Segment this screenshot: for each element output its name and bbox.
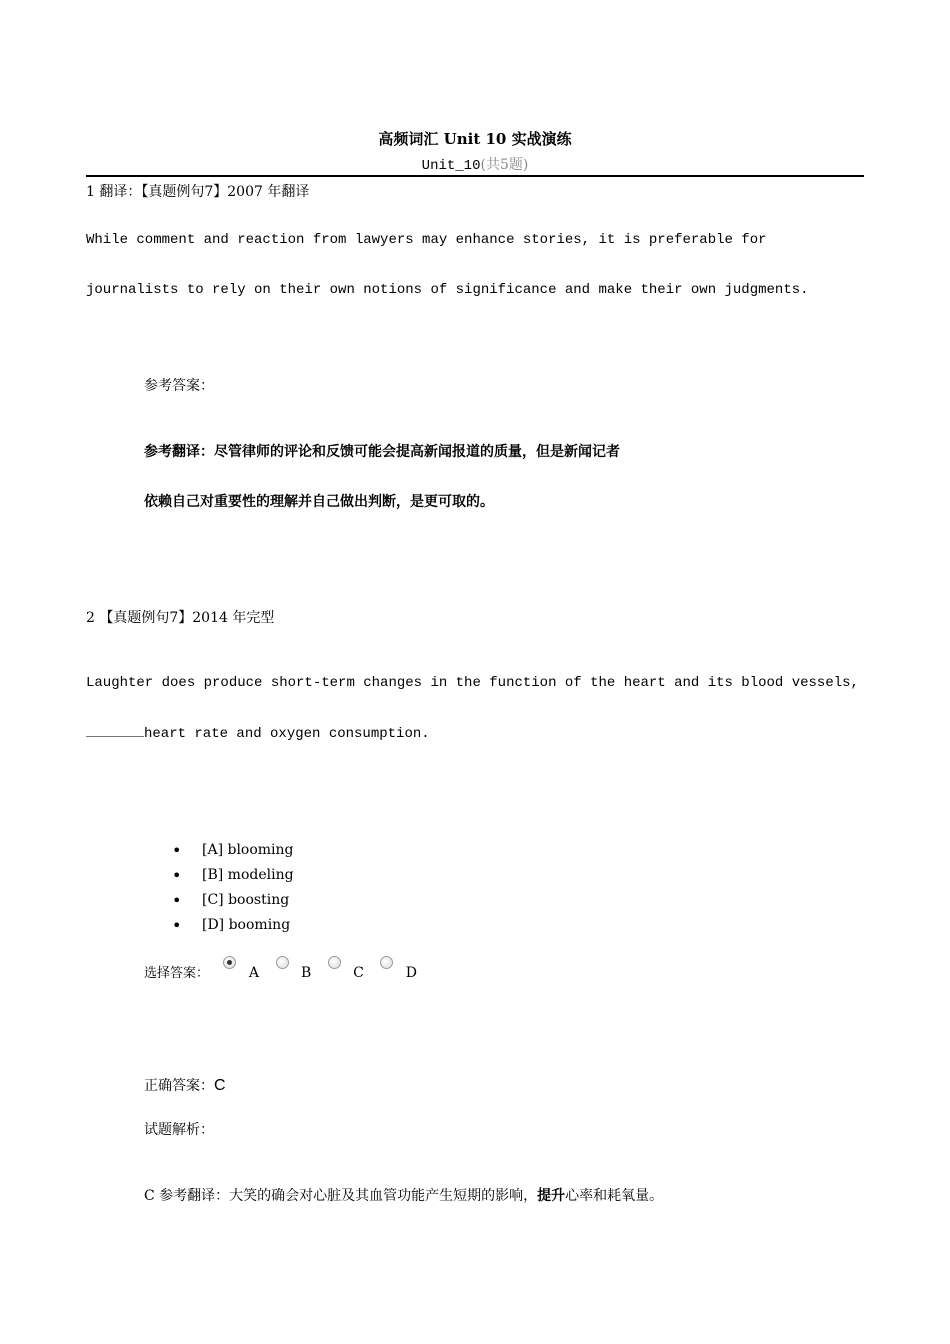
radio-c[interactable] — [328, 956, 341, 969]
question-1-text-line-1: While comment and reaction from lawyers may enhance stories, it is preferable for — [86, 232, 767, 248]
choose-answer-label: 选择答案： — [144, 966, 210, 981]
question-1-heading: 1 翻译：【真题例句7】2007 年翻译 — [86, 184, 310, 200]
question-2-text-line-2-rest: heart rate and oxygen consumption. — [144, 726, 430, 742]
radio-d[interactable] — [380, 956, 393, 969]
radio-b-label: B — [300, 965, 312, 981]
radio-a[interactable] — [223, 956, 236, 969]
question-2-heading: 2 【真题例句7】2014 年完型 — [86, 610, 275, 626]
option-d: • [D] booming — [172, 913, 294, 938]
radio-b[interactable] — [276, 956, 289, 969]
option-a: • [A] blooming — [172, 838, 294, 863]
radio-c-label: C — [353, 965, 364, 981]
correct-answer-value: C — [214, 1077, 226, 1094]
question-1-text-line-2: journalists to rely on their own notions of significance and make their own judgments. — [86, 282, 809, 298]
header-divider — [86, 175, 864, 177]
reference-translation-line-2: 依赖自己对重要性的理解并自己做出判断，是更可取的。 — [144, 494, 494, 510]
radio-a-label: A — [248, 965, 260, 981]
analysis-suffix: 心率和耗氧量。 — [565, 1188, 664, 1204]
option-c: • [C] boosting — [172, 888, 294, 913]
answer-selection-row — [144, 962, 429, 981]
option-list — [172, 838, 294, 938]
analysis-text — [144, 1185, 663, 1205]
correct-answer-label: 正确答案： — [144, 1078, 214, 1094]
correct-answer-row — [144, 1075, 226, 1095]
document-title: 高频词汇 Unit 10 实战演练 — [378, 130, 572, 148]
document-subtitle — [0, 154, 950, 174]
analysis-label: 试题解析： — [144, 1122, 214, 1138]
unit-label: Unit_10 — [421, 158, 481, 174]
question-count: (共5题) — [480, 157, 529, 173]
analysis-prefix: C 参考翻译：大笑的确会对心脏及其血管功能产生短期的影响， — [144, 1188, 538, 1204]
option-b: • [B] modeling — [172, 863, 294, 888]
radio-d-label: D — [405, 965, 418, 981]
analysis-highlight: 提升 — [537, 1188, 566, 1204]
reference-answer-label: 参考答案： — [144, 378, 214, 394]
question-2-text-line-1: Laughter does produce short-term changes in the function of the heart and its blood vessels, — [86, 675, 859, 691]
question-2-text-line-2 — [86, 724, 430, 742]
reference-translation-line-1: 参考翻译：尽管律师的评论和反馈可能会提高新闻报道的质量，但是新闻记者 — [144, 444, 620, 460]
fill-in-blank — [86, 724, 144, 737]
